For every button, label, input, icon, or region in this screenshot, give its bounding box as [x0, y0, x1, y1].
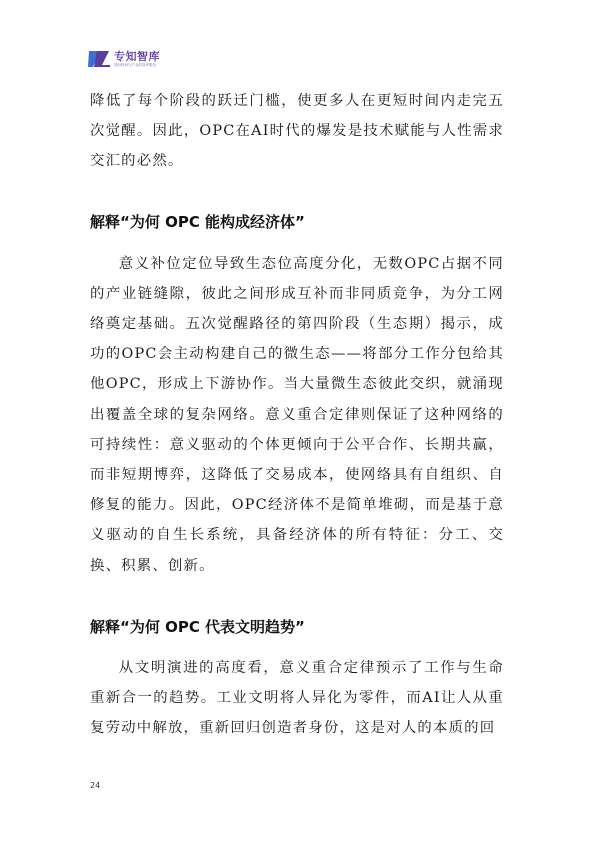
section-heading-economy: 解释“为何 OPC 能构成经济体” [90, 212, 305, 231]
logo-name: 专知智库 [114, 49, 160, 63]
brand-logo [88, 47, 160, 71]
page-number: 24 [90, 781, 101, 790]
paragraph-civilization: 从文明演进的高度看，意义重合定律预示了工作与生命重新合一的趋势。工业文明将人异化为零件，而AI让人从重复劳动中解放，重新回归创造者身份，这是对人的本质的回 [90, 659, 504, 737]
logo-mark-icon [88, 49, 110, 69]
paragraph-continuation: 降低了每个阶段的跃迁门槛，使更多人在更短时间内走完五次觉醒。因此，OPC在AI时代的爆发是技术赋能与人性需求交汇的必然。 [90, 93, 504, 170]
section-heading-civilization: 解释“为何 OPC 代表文明趋势” [90, 617, 305, 636]
paragraph-economy: 意义补位定位导致生态位高度分化，无数OPC占据不同的产业链缝隙，彼此之间形成互补而非同质竞争，为分工网络奠定基础。五次觉醒路径的第四阶段（生态期）揭示，成功的OPC会主动构建自己的微生态——将部分工作分包给其他OPC，形成上下游协作。当大量微生态彼此交织，就涌现出覆盖全球的复杂网络。意义重合定律则保证了这种网络的可持续性：意义驱动的个体更倾向于公平合作、长期共赢，而非短期博弈，这降低了交易成本，使网络具有自组织、自修复的能力。因此，OPC经济体不是简单堆砌，而是基于意义驱动的自生长系统，具备经济体的所有特征：分工、交换、积累、创新。 [90, 255, 504, 574]
logo-tagline: 面向科研与产业的智库服务 [114, 62, 156, 67]
document-body [90, 86, 504, 743]
logo-text [114, 51, 160, 68]
